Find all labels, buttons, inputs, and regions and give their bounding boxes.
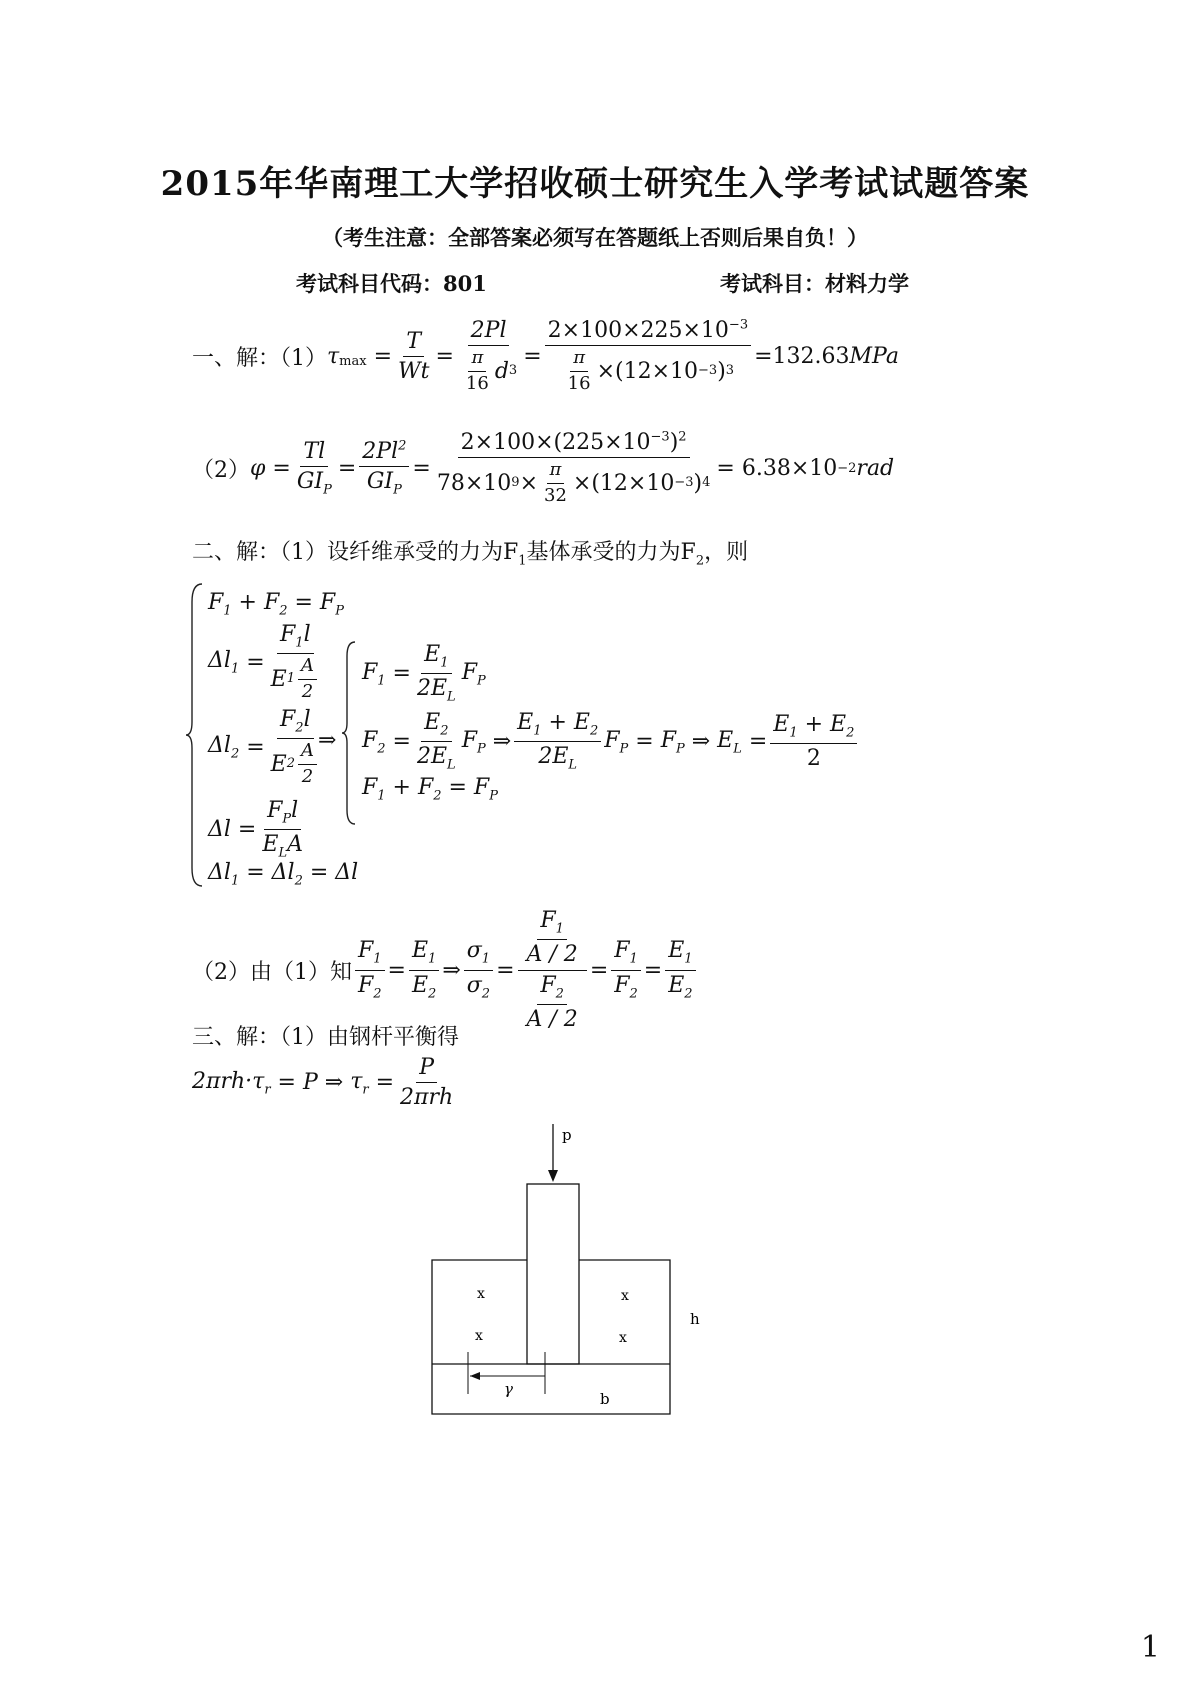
- fraction-t-wt: $\frac{T}{Wt}$: [398, 328, 430, 384]
- q1-result2: = 6.38×10: [716, 455, 838, 481]
- eq-delta-l1: $\Delta l_1$ = $F_1l$ E 1 $\frac{A}{2}$: [208, 622, 326, 703]
- label-gamma: γ: [504, 1380, 513, 1398]
- eq-f1-result: $F_1$ = $\frac{E_1}{2E_L}$ $F_P$: [362, 642, 486, 705]
- q1-prefix: 一、解：（1）: [192, 345, 327, 371]
- q1-result1: =132.63: [754, 343, 850, 369]
- load-arrowhead-icon: [548, 1170, 558, 1182]
- eq-delta-equal: $\Delta l_1 = \Delta l_2 = \Delta l$: [208, 860, 359, 889]
- page-number: 1: [1140, 1630, 1160, 1665]
- q1-part2: （2） φ = $\frac{Tl}{GI_P}$ = $\frac{2Pl^2}{GI_P}$ = $2\times 100\times(225\times 10^{-3})^2$ 78×10 9 × $\frac{\pi}{32}$ ×(12×10 −3 ) 4 = 6.38×10 −2 rad: [192, 429, 895, 506]
- mark-x-4: x: [619, 1330, 627, 1346]
- eq-sum-result: $F_1 + F_2 = F_P$: [362, 775, 498, 804]
- mark-x-1: x: [477, 1286, 485, 1302]
- label-b: b: [600, 1390, 610, 1408]
- q3-equation: $2\pi rh\cdot\tau_r$ = P ⇒ $\tau_r$ = $\frac{P}{\text{2πrh}}$: [192, 1055, 454, 1111]
- q2-part2: （2）由（1）知 $\frac{F_1}{F_2}$ = $\frac{E_1}{E_2}$ ⇒ $\frac{\sigma_1}{\sigma_2}$ = $\frac{\frac{F_1}{A / 2}}{\frac{F_2}{A / 2}}$ = $\frac{F_1}{F_2}$ = $\frac{E_1}{E_2}$: [192, 908, 699, 1032]
- page-title: 2015年华南理工大学招收硕士研究生入学考试试题答案: [160, 164, 1030, 204]
- eq-f1-f2-fp: $F_1 + F_2 = F_P$: [208, 590, 344, 619]
- subject-name: 考试科目：材料力学: [720, 271, 909, 296]
- label-h: h: [690, 1310, 700, 1328]
- eq-f2-result: $F_2$ = $\frac{E_2}{2E_L}$ $F_P$ ⇒ $\frac{E_1 + E_2}{2E_L}$ $F_P$ = $F_P$ ⇒ $E_L$ = $\frac{E_1 + E_2}{2}$: [362, 710, 860, 774]
- exam-notice: （考生注意：全部答案必须写在答题纸上否则后果自负！）: [322, 225, 868, 250]
- right-brace: [342, 640, 358, 826]
- q2-intro: 二、解：（1）设纤维承受的力为$F_1$基体承受的力为$F_2$，则: [192, 540, 749, 569]
- fraction-2pl: 2Pl $\frac{\pi}{16}$ d 3: [465, 318, 518, 394]
- label-p: p: [562, 1126, 572, 1144]
- left-brace: [186, 582, 206, 888]
- q1-part1: 一、解：（1） τ $_{max}$ = $\frac{T}{Wt}$ = 2Pl $\frac{\pi}{16}$ d 3 = $2\times 100\times 225\times 10^{-3}$ $\frac{\pi}{16}$ ×(12×10 −3 ) 3 =132.63 MPa: [192, 317, 899, 394]
- subject-code: 考试科目代码：801: [296, 271, 487, 296]
- q3-intro: 三、解：（1）由钢杆平衡得: [192, 1025, 459, 1050]
- eq-delta-l2: $\Delta l_2$ = $F_2l$ E 2 $\frac{A}{2}$: [208, 707, 326, 788]
- implies-arrow: ⇒: [318, 728, 337, 753]
- fraction-numeric: $2\times 100\times 225\times 10^{-3}$ $\frac{\pi}{16}$ ×(12×10 −3 ) 3: [545, 318, 751, 395]
- eq-delta-l: Δl = $\frac{F_Pl}{E_LA}$: [208, 798, 303, 861]
- steel-rod: [527, 1184, 579, 1364]
- rod-in-matrix-diagram: [420, 1118, 740, 1438]
- mark-x-3: x: [475, 1328, 483, 1344]
- radius-arrowhead-icon: [470, 1372, 480, 1380]
- mark-x-2: x: [621, 1288, 629, 1304]
